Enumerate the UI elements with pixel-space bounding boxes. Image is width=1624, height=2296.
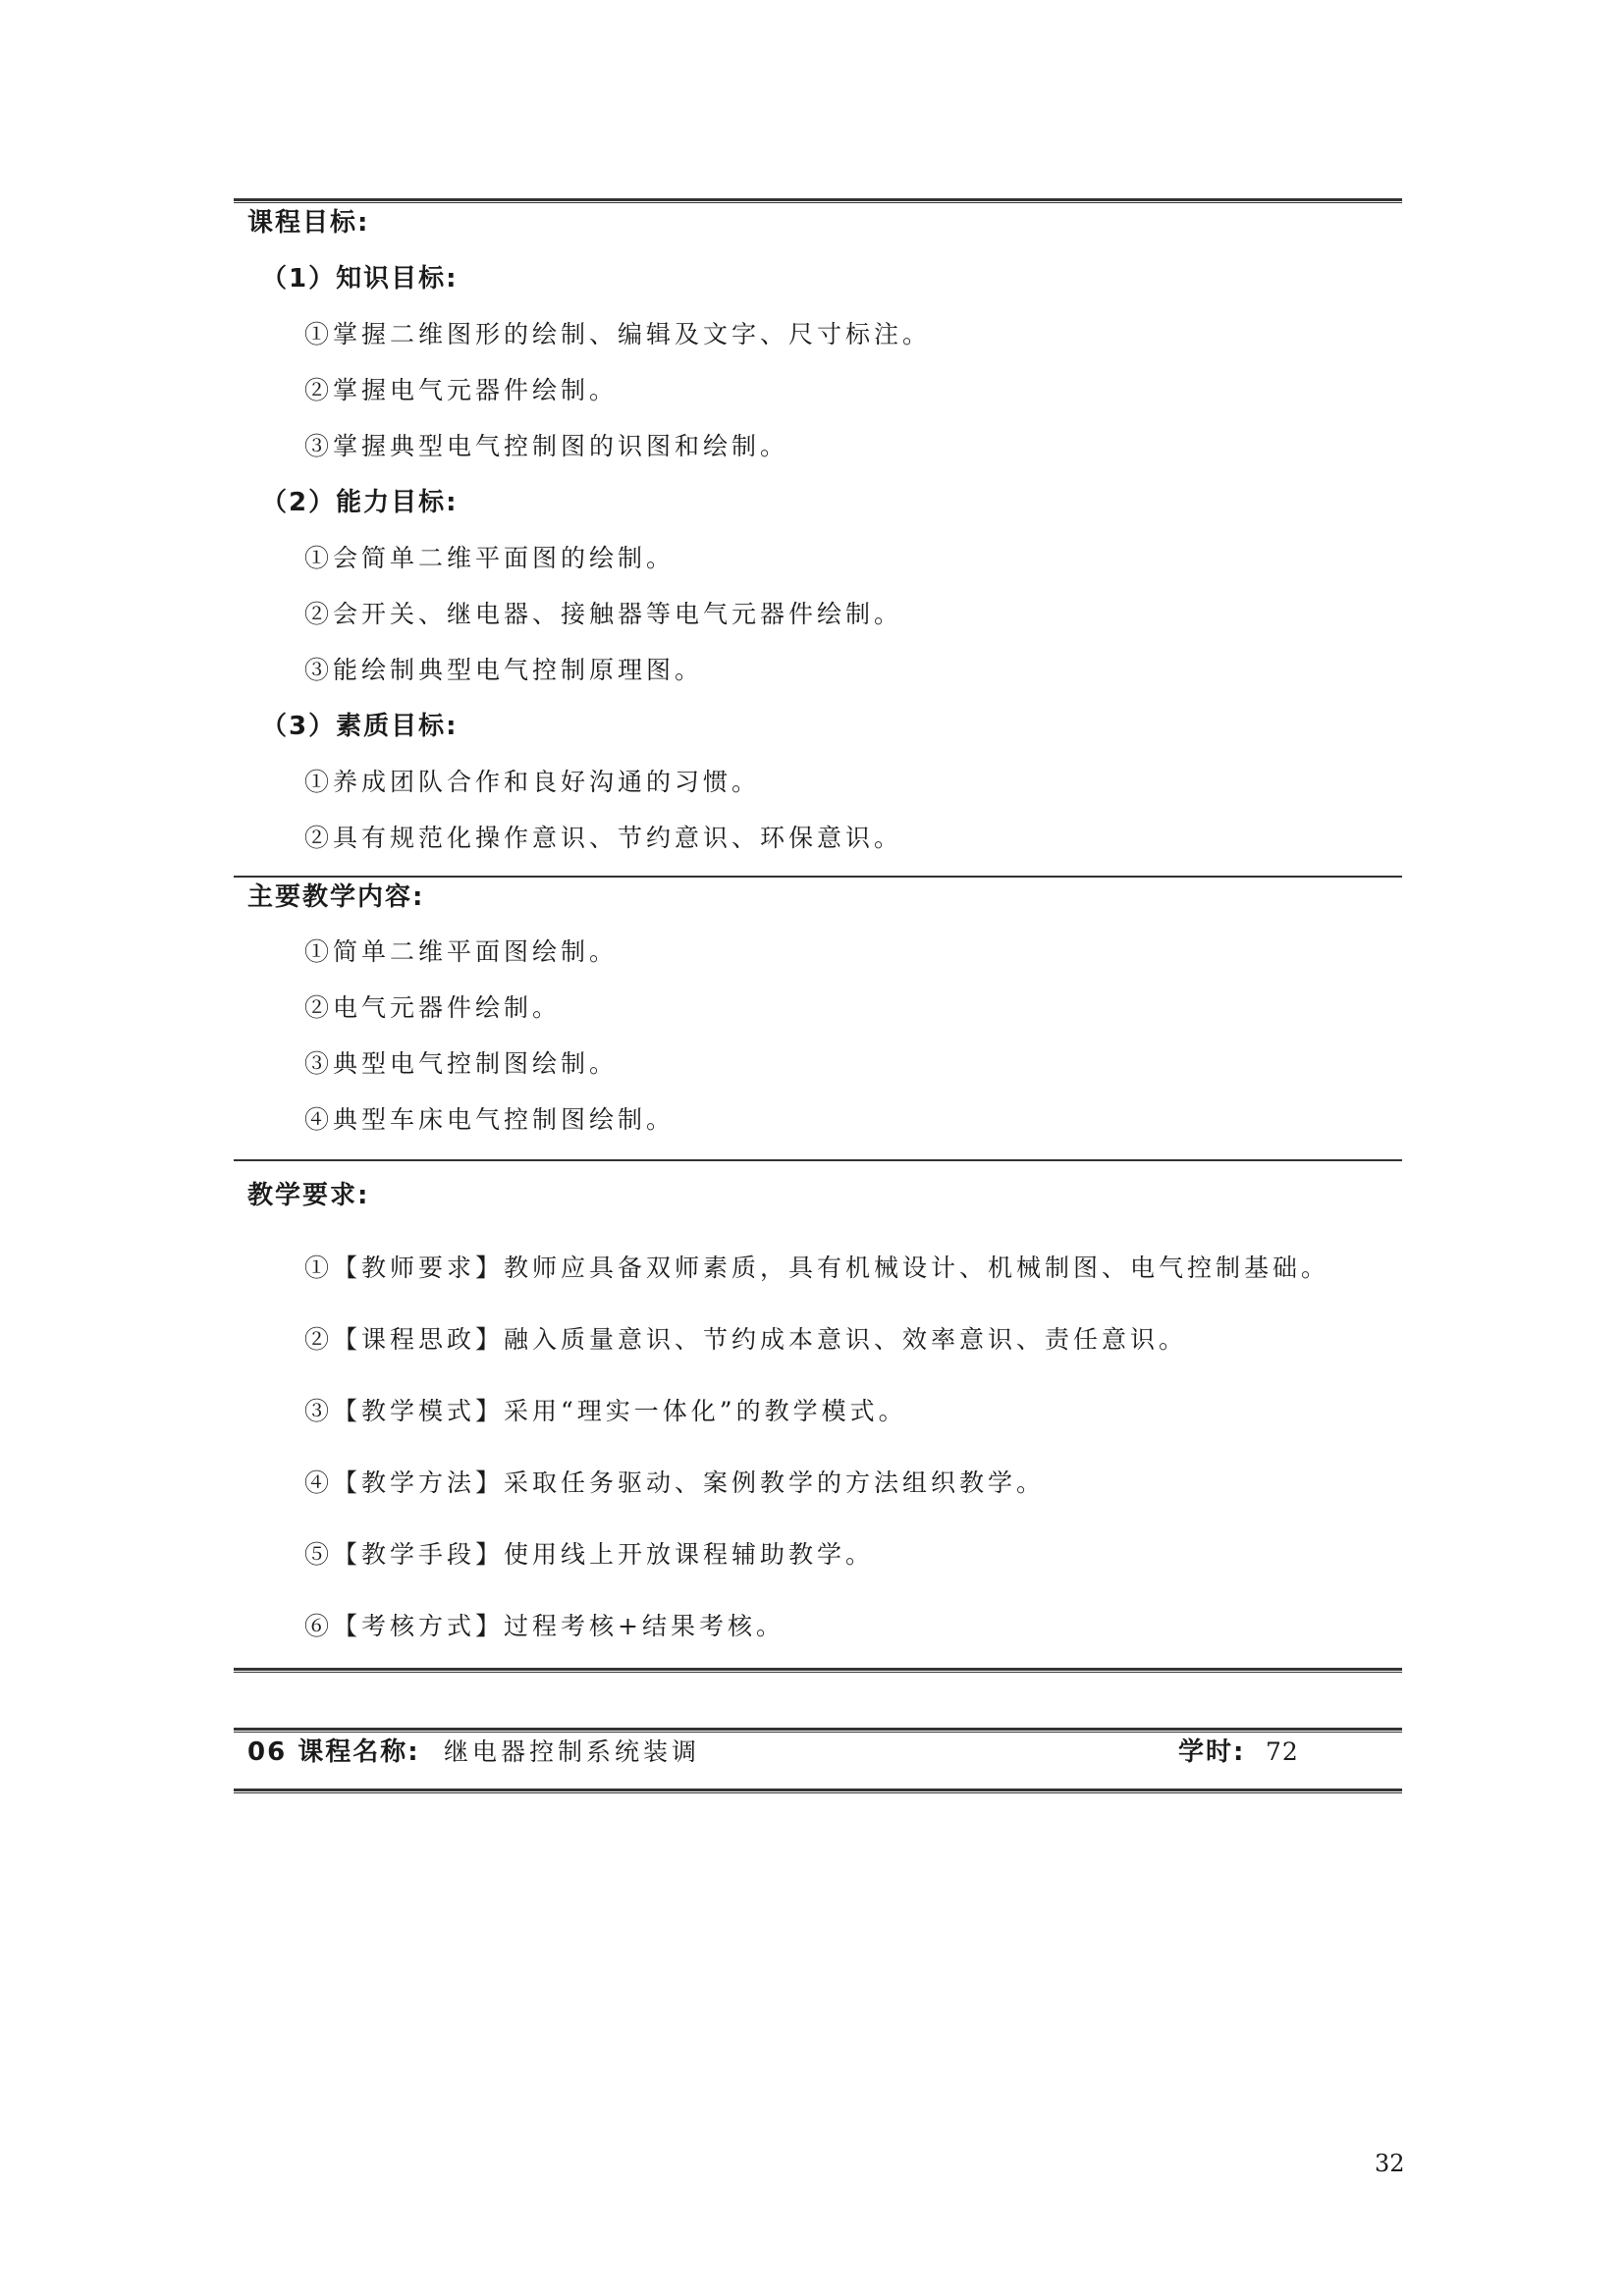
course-name-value: 继电器控制系统装调	[444, 1737, 701, 1766]
requirement-item-4: ④【教学方法】采取任务驱动、案例教学的方法组织教学。	[304, 1468, 1046, 1497]
course-name-label: 06 课程名称:	[247, 1737, 420, 1767]
top-double-rule	[234, 198, 1402, 203]
content-item-1: ①简单二维平面图绘制。	[304, 937, 619, 966]
requirement-item-5: ⑤【教学手段】使用线上开放课程辅助教学。	[304, 1540, 875, 1569]
quality-item-1: ①养成团队合作和良好沟通的习惯。	[304, 768, 761, 796]
course-hours-label: 学时:	[1178, 1737, 1246, 1767]
course-objectives-heading: 课程目标:	[247, 208, 370, 238]
knowledge-item-1: ①掌握二维图形的绘制、编辑及文字、尺寸标注。	[304, 320, 932, 348]
quality-objectives-heading: （3）素质目标:	[261, 712, 459, 741]
requirement-item-6: ⑥【考核方式】过程考核+结果考核。	[304, 1612, 785, 1640]
content-item-2: ②电气元器件绘制。	[304, 993, 562, 1022]
page-number: 32	[1375, 2150, 1405, 2177]
knowledge-objectives-heading: （1）知识目标:	[261, 264, 459, 294]
knowledge-item-2: ②掌握电气元器件绘制。	[304, 376, 619, 404]
teaching-requirements-heading: 教学要求:	[247, 1181, 370, 1210]
section-divider	[234, 1159, 1402, 1161]
course-header-top-rule	[234, 1728, 1402, 1733]
course-hours-value: 72	[1266, 1737, 1299, 1766]
ability-objectives-heading: （2）能力目标:	[261, 488, 459, 517]
course-header-bottom-rule	[234, 1789, 1402, 1793]
requirement-item-3: ③【教学模式】采用“理实一体化”的教学模式。	[304, 1397, 907, 1425]
main-content-heading: 主要教学内容:	[247, 882, 425, 912]
ability-item-2: ②会开关、继电器、接触器等电气元器件绘制。	[304, 600, 903, 628]
ability-item-3: ③能绘制典型电气控制原理图。	[304, 656, 704, 684]
section-divider	[234, 876, 1402, 878]
content-item-4: ④典型车床电气控制图绘制。	[304, 1105, 676, 1134]
section-end-double-rule	[234, 1668, 1402, 1673]
requirement-item-1: ①【教师要求】教师应具备双师素质，具有机械设计、机械制图、电气控制基础。	[304, 1254, 1330, 1282]
requirement-item-2: ②【课程思政】融入质量意识、节约成本意识、效率意识、责任意识。	[304, 1325, 1188, 1354]
knowledge-item-3: ③掌握典型电气控制图的识图和绘制。	[304, 432, 789, 460]
content-item-3: ③典型电气控制图绘制。	[304, 1049, 619, 1078]
quality-item-2: ②具有规范化操作意识、节约意识、环保意识。	[304, 824, 903, 852]
ability-item-1: ①会简单二维平面图的绘制。	[304, 544, 676, 572]
